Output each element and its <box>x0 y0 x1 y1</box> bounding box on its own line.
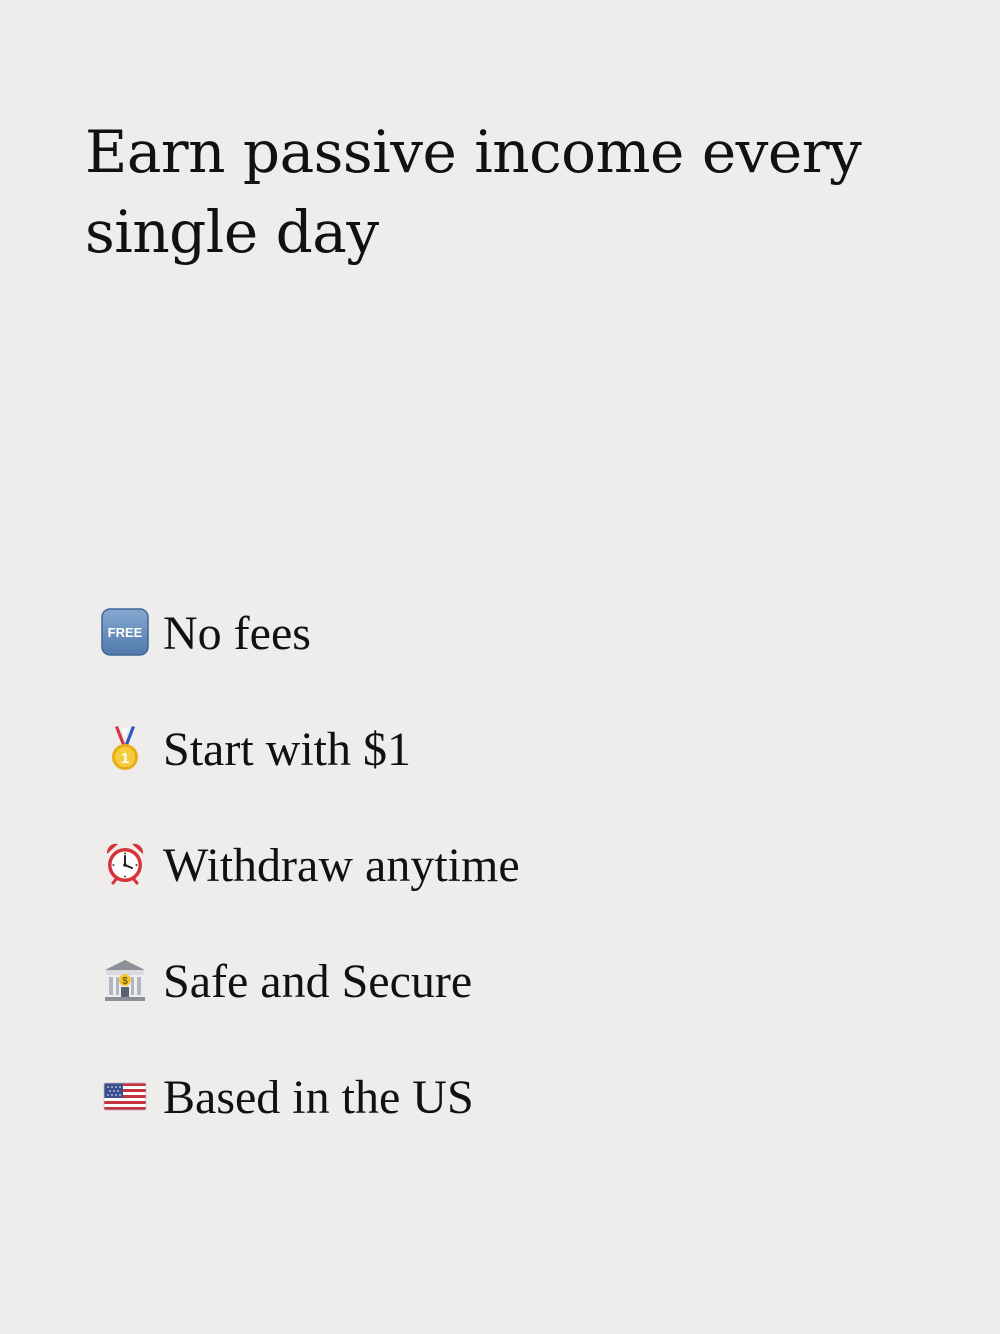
free-badge-icon <box>101 608 149 656</box>
feature-item-no-fees <box>101 602 520 718</box>
feature-item-based-in-the-us <box>101 1066 520 1182</box>
feature-list <box>101 602 520 1182</box>
feature-item-withdraw-anytime <box>101 834 520 950</box>
feature-item-start-with-1 <box>101 718 520 834</box>
feature-label: Start with $1 <box>163 723 411 776</box>
feature-label: Safe and Secure <box>163 955 473 1008</box>
headline: Earn passive income every single day <box>85 118 862 266</box>
bank-icon <box>101 956 149 1004</box>
svg-text:1: 1 <box>120 750 130 767</box>
svg-text:$: $ <box>122 976 128 987</box>
feature-item-safe-and-secure <box>101 950 520 1066</box>
alarm-clock-icon <box>101 840 149 888</box>
us-flag-icon <box>101 1072 149 1120</box>
feature-label: Withdraw anytime <box>163 839 520 892</box>
first-place-medal-icon <box>101 724 149 772</box>
feature-label: No fees <box>163 607 311 660</box>
feature-label: Based in the US <box>163 1071 474 1124</box>
svg-text:FREE: FREE <box>107 625 143 640</box>
